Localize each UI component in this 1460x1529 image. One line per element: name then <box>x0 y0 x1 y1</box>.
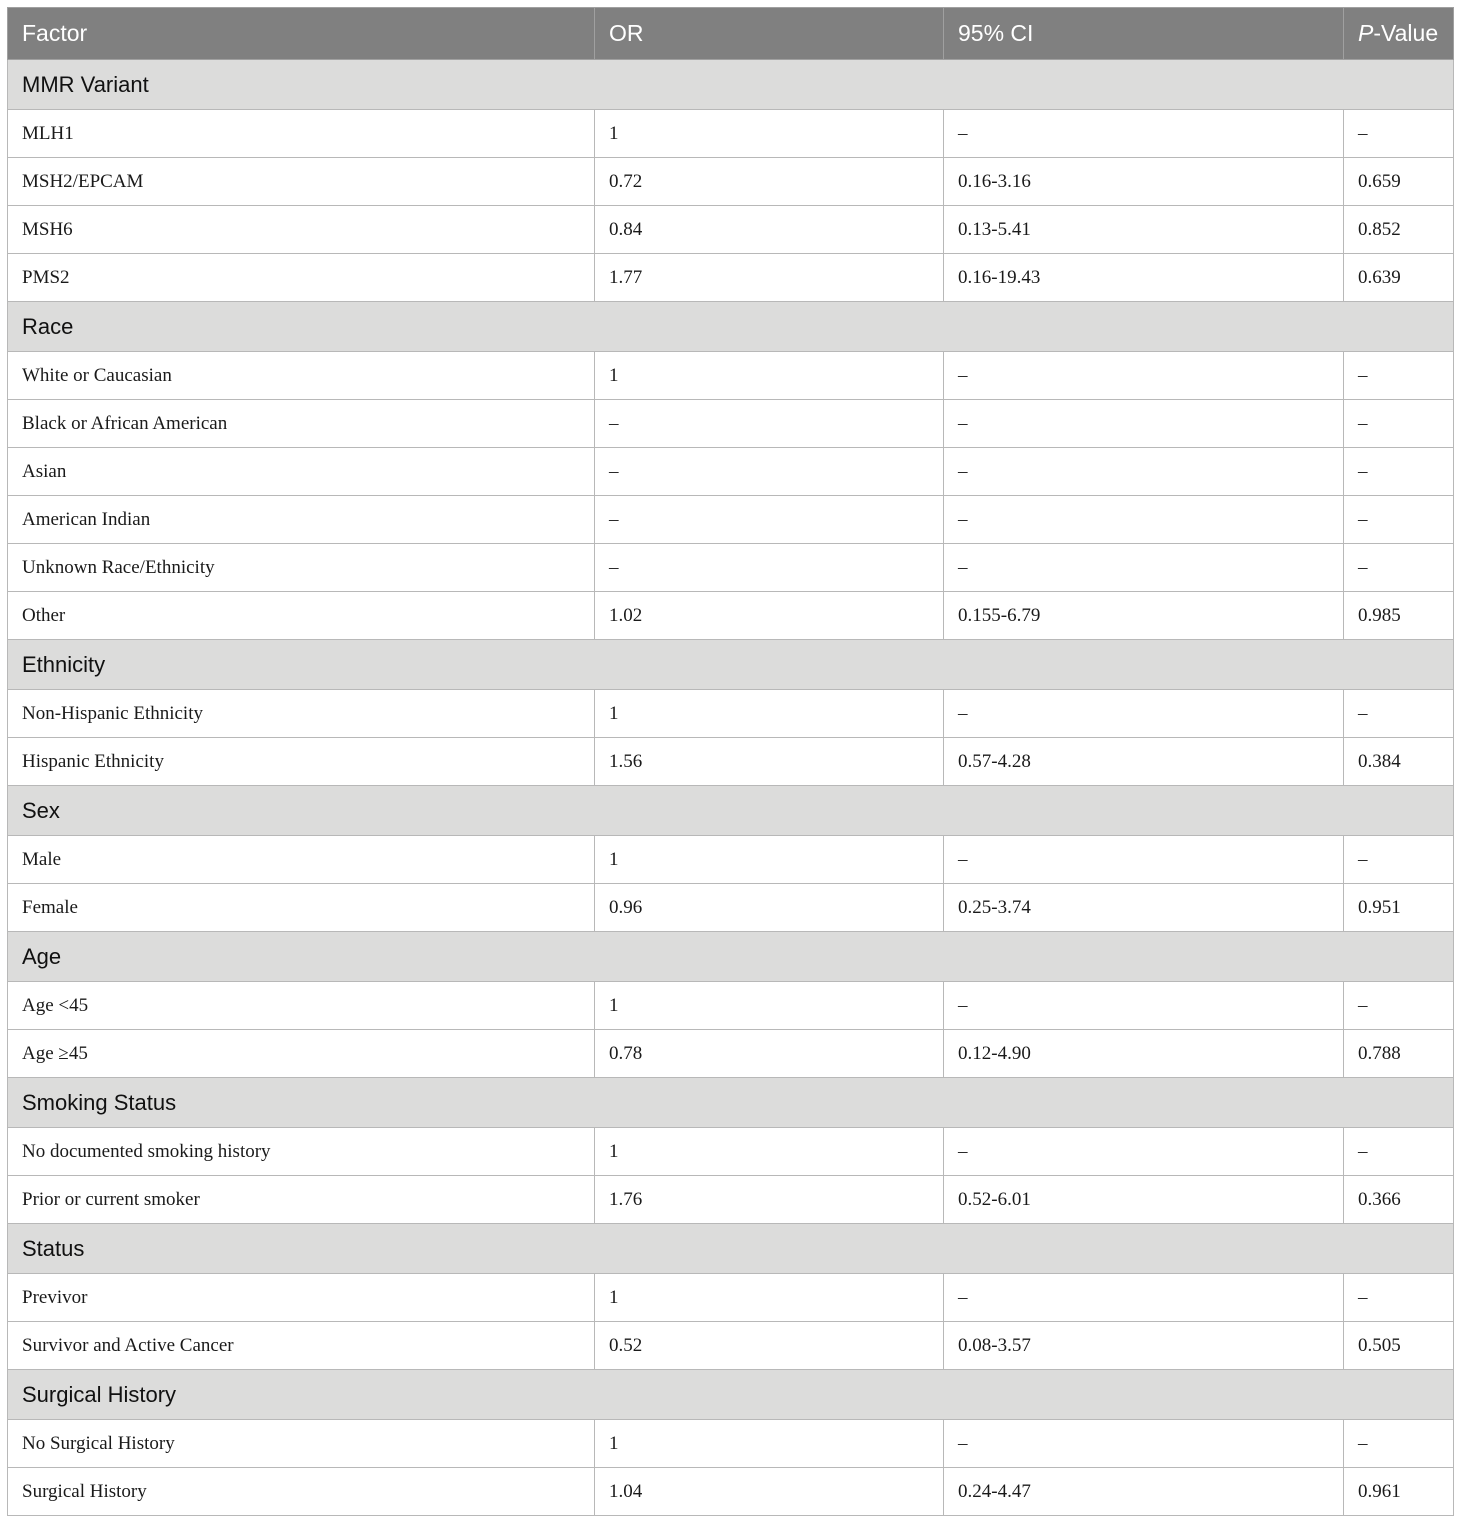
cell-factor: Black or African American <box>8 400 595 448</box>
cell-p: – <box>1344 110 1454 158</box>
cell-or: 1.02 <box>595 592 944 640</box>
cell-p: 0.951 <box>1344 884 1454 932</box>
cell-p: – <box>1344 1128 1454 1176</box>
cell-or: 1 <box>595 352 944 400</box>
cell-or: 1.76 <box>595 1176 944 1224</box>
cell-factor: Asian <box>8 448 595 496</box>
section-row <box>8 1370 1454 1420</box>
section-row <box>8 1224 1454 1274</box>
table-row <box>8 1468 1454 1516</box>
cell-or: 0.84 <box>595 206 944 254</box>
cell-p: 0.852 <box>1344 206 1454 254</box>
table-row <box>8 206 1454 254</box>
cell-p: – <box>1344 400 1454 448</box>
cell-or: – <box>595 400 944 448</box>
table-row <box>8 544 1454 592</box>
cell-p: 0.961 <box>1344 1468 1454 1516</box>
section-row <box>8 60 1454 110</box>
cell-or: 1 <box>595 110 944 158</box>
cell-or: – <box>595 544 944 592</box>
cell-or: 0.78 <box>595 1030 944 1078</box>
table-row <box>8 1274 1454 1322</box>
cell-ci: – <box>944 690 1344 738</box>
section-title: Race <box>8 302 1454 352</box>
cell-ci: 0.16-19.43 <box>944 254 1344 302</box>
cell-p: – <box>1344 982 1454 1030</box>
cell-or: 1 <box>595 836 944 884</box>
header-row <box>8 8 1454 60</box>
section-row <box>8 640 1454 690</box>
cell-or: 1.77 <box>595 254 944 302</box>
cell-ci: – <box>944 352 1344 400</box>
section-row <box>8 1078 1454 1128</box>
cell-ci: 0.16-3.16 <box>944 158 1344 206</box>
cell-factor: No Surgical History <box>8 1420 595 1468</box>
cell-or: – <box>595 448 944 496</box>
cell-factor: Non-Hispanic Ethnicity <box>8 690 595 738</box>
cell-or: 1.56 <box>595 738 944 786</box>
table-row <box>8 1420 1454 1468</box>
cell-factor: No documented smoking history <box>8 1128 595 1176</box>
table-row <box>8 254 1454 302</box>
cell-ci: 0.24-4.47 <box>944 1468 1344 1516</box>
cell-or: 1 <box>595 1274 944 1322</box>
cell-ci: – <box>944 1274 1344 1322</box>
table-body <box>8 60 1454 1516</box>
header-p-value <box>1344 8 1454 60</box>
cell-ci: – <box>944 400 1344 448</box>
cell-or: 1.04 <box>595 1468 944 1516</box>
table-row <box>8 496 1454 544</box>
cell-ci: – <box>944 496 1344 544</box>
cell-factor: Age ≥45 <box>8 1030 595 1078</box>
cell-or: 1 <box>595 982 944 1030</box>
table-row <box>8 1176 1454 1224</box>
section-row <box>8 932 1454 982</box>
cell-or: 1 <box>595 690 944 738</box>
cell-p: 0.384 <box>1344 738 1454 786</box>
cell-p: 0.366 <box>1344 1176 1454 1224</box>
cell-p: 0.788 <box>1344 1030 1454 1078</box>
cell-p: 0.985 <box>1344 592 1454 640</box>
section-title: Surgical History <box>8 1370 1454 1420</box>
table-row <box>8 1128 1454 1176</box>
section-title: Ethnicity <box>8 640 1454 690</box>
section-title: MMR Variant <box>8 60 1454 110</box>
cell-ci: 0.155-6.79 <box>944 592 1344 640</box>
cell-ci: 0.52-6.01 <box>944 1176 1344 1224</box>
cell-ci: – <box>944 448 1344 496</box>
cell-ci: 0.25-3.74 <box>944 884 1344 932</box>
cell-p: – <box>1344 352 1454 400</box>
cell-factor: MSH6 <box>8 206 595 254</box>
header-p-suffix: -Value <box>1373 20 1439 46</box>
cell-ci: – <box>944 1420 1344 1468</box>
cell-ci: – <box>944 1128 1344 1176</box>
header-factor: Factor <box>8 8 595 60</box>
cell-p: – <box>1344 496 1454 544</box>
cell-factor: MSH2/EPCAM <box>8 158 595 206</box>
table-row <box>8 1030 1454 1078</box>
section-row <box>8 302 1454 352</box>
table-row <box>8 1322 1454 1370</box>
odds-ratio-table <box>7 7 1454 1516</box>
cell-ci: 0.57-4.28 <box>944 738 1344 786</box>
cell-factor: Survivor and Active Cancer <box>8 1322 595 1370</box>
cell-factor: PMS2 <box>8 254 595 302</box>
cell-or: 1 <box>595 1128 944 1176</box>
cell-or: 0.72 <box>595 158 944 206</box>
header-p-prefix: P <box>1358 20 1374 46</box>
cell-p: 0.659 <box>1344 158 1454 206</box>
table-row <box>8 158 1454 206</box>
cell-p: – <box>1344 690 1454 738</box>
section-title: Smoking Status <box>8 1078 1454 1128</box>
header-or: OR <box>595 8 944 60</box>
cell-factor: Unknown Race/Ethnicity <box>8 544 595 592</box>
section-title: Age <box>8 932 1454 982</box>
section-row <box>8 786 1454 836</box>
table-header <box>8 8 1454 60</box>
cell-ci: – <box>944 982 1344 1030</box>
table-row <box>8 836 1454 884</box>
cell-or: 1 <box>595 1420 944 1468</box>
cell-ci: – <box>944 110 1344 158</box>
cell-p: – <box>1344 448 1454 496</box>
cell-or: 0.52 <box>595 1322 944 1370</box>
cell-or: 0.96 <box>595 884 944 932</box>
cell-p: – <box>1344 544 1454 592</box>
header-ci: 95% CI <box>944 8 1344 60</box>
cell-p: 0.639 <box>1344 254 1454 302</box>
table-row <box>8 738 1454 786</box>
table-row <box>8 884 1454 932</box>
cell-ci: 0.08-3.57 <box>944 1322 1344 1370</box>
cell-factor: Hispanic Ethnicity <box>8 738 595 786</box>
cell-factor: MLH1 <box>8 110 595 158</box>
section-title: Sex <box>8 786 1454 836</box>
cell-ci: 0.13-5.41 <box>944 206 1344 254</box>
cell-ci: 0.12-4.90 <box>944 1030 1344 1078</box>
cell-factor: Prior or current smoker <box>8 1176 595 1224</box>
cell-factor: Surgical History <box>8 1468 595 1516</box>
cell-factor: Male <box>8 836 595 884</box>
results-table-container <box>7 7 1453 1516</box>
cell-factor: Other <box>8 592 595 640</box>
table-row <box>8 352 1454 400</box>
cell-factor: Age <45 <box>8 982 595 1030</box>
cell-or: – <box>595 496 944 544</box>
cell-factor: Female <box>8 884 595 932</box>
section-title: Status <box>8 1224 1454 1274</box>
table-row <box>8 982 1454 1030</box>
cell-p: – <box>1344 1420 1454 1468</box>
cell-p: – <box>1344 1274 1454 1322</box>
cell-factor: Previvor <box>8 1274 595 1322</box>
cell-p: – <box>1344 836 1454 884</box>
table-row <box>8 448 1454 496</box>
table-row <box>8 110 1454 158</box>
cell-ci: – <box>944 544 1344 592</box>
cell-factor: American Indian <box>8 496 595 544</box>
table-row <box>8 400 1454 448</box>
cell-ci: – <box>944 836 1344 884</box>
table-row <box>8 690 1454 738</box>
cell-factor: White or Caucasian <box>8 352 595 400</box>
table-row <box>8 592 1454 640</box>
cell-p: 0.505 <box>1344 1322 1454 1370</box>
